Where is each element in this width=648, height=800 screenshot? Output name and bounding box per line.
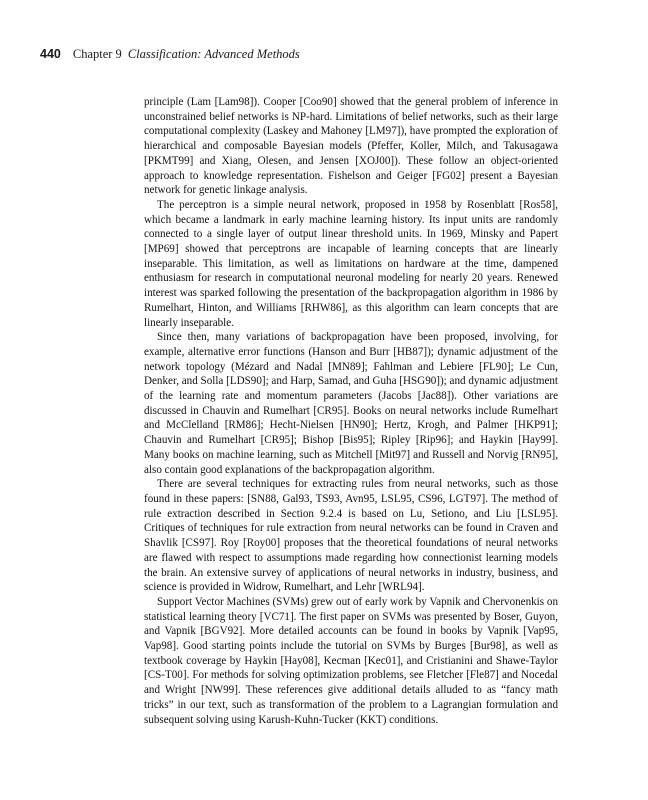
- chapter-label: Chapter 9: [72, 47, 122, 61]
- page-number: 440: [40, 47, 61, 61]
- paragraph-1: principle (Lam [Lam98]). Cooper [Coo90] showed that the general problem of inference in unconstrained belief networks is NP-hard. Limitations of belief networks, such as their large computational complexity (Laskey and Mahoney [LM97]), have prompted the exploration of hierarchical and composable Bayesian models (Pfeffer, Koller, Milch, and Takusagawa [PKMT99] and Xiang, Olesen, and Jensen [XOJ00]). These follow an object-oriented approach to knowledge representation. Fishelson and Geiger [FG02] present a Bayesian network for genetic linkage analysis.: [144, 96, 558, 197]
- paragraph-2: The perceptron is a simple neural network, proposed in 1958 by Rosenblatt [Ros58], which became a landmark in early machine learning history. Its input units are randomly connected to a single layer of output linear threshold units. In 1969, Minsky and Papert [MP69] showed that perceptrons are incapable of learning concepts that are linearly inseparable. This limitation, as well as limitations on hardware at the time, dampened enthusiasm for research in computational neuronal modeling for nearly 20 years. Renewed interest was sparked following the presentation of the backpropagation algorithm in 1986 by Rumelhart, Hinton, and Williams [RHW86], as this algorithm can learn concepts that are linearly inseparable.: [144, 198, 558, 329]
- running-head: [40, 47, 300, 62]
- paragraph-4: There are several techniques for extracting rules from neural networks, such as those found in these papers: [SN88, Gal93, TS93, Avn95, LSL95, CS96, LGT97]. The method of rule extraction described in Section 9.2.4 is based on Lu, Setiono, and Liu [LSL95]. Critiques of techniques for rule extraction from neural networks can be found in Craven and Shavlik [CS97]. Roy [Roy00] proposes that the theoretical foundations of neural networks are flawed with respect to assumptions made regarding how connectionist learning models the brain. An extensive survey of applications of neural networks in industry, business, and science is provided in Widrow, Rumelhart, and Lehr [WRL94].: [144, 478, 558, 594]
- chapter-title: Classification: Advanced Methods: [127, 47, 300, 61]
- paragraph-3: Since then, many variations of backpropagation have been proposed, involving, for example, alternative error functions (Hanson and Burr [HB87]); dynamic adjustment of the network topology (Mézard and Nadal [MN89]; Fahlman and Lebiere [FL90]; Le Cun, Denker, and Solla [LDS90]; and Harp, Samad, and Guha [HSG90]); and dynamic adjustment of the learning rate and momentum parameters (Jacobs [Jac88]). Other variations are discussed in Chauvin and Rumelhart [CR95]. Books on neural networks include Rumelhart and McClelland [RM86]; Hecht-Nielsen [HN90]; Hertz, Krogh, and Palmer [HKP91]; Chauvin and Rumelhart [CR95]; Bishop [Bis95]; Ripley [Rip96]; and Haykin [Hay99]. Many books on machine learning, such as Mitchell [Mit97] and Russell and Norvig [RN95], also contain good explanations of the backpropagation algorithm.: [144, 331, 558, 476]
- paragraph-5: Support Vector Machines (SVMs) grew out of early work by Vapnik and Chervonenkis on statistical learning theory [VC71]. The first paper on SVMs was presented by Boser, Guyon, and Vapnik [BGV92]. More detailed accounts can be found in books by Vapnik [Vap95, Vap98]. Good starting points include the tutorial on SVMs by Burges [Bur98], as well as textbook coverage by Haykin [Hay08], Kecman [Kec01], and Cristianini and Shawe-Taylor [CS-T00]. For methods for solving optimization problems, see Fletcher [Fle87] and Nocedal and Wright [NW99]. These references give additional details alluded to as “fancy math tricks” in our text, such as transformation of the problem to a Lagrangian formulation and subsequent solving using Karush-Kuhn-Tucker (KKT) conditions.: [144, 595, 558, 726]
- body-text: [144, 95, 558, 727]
